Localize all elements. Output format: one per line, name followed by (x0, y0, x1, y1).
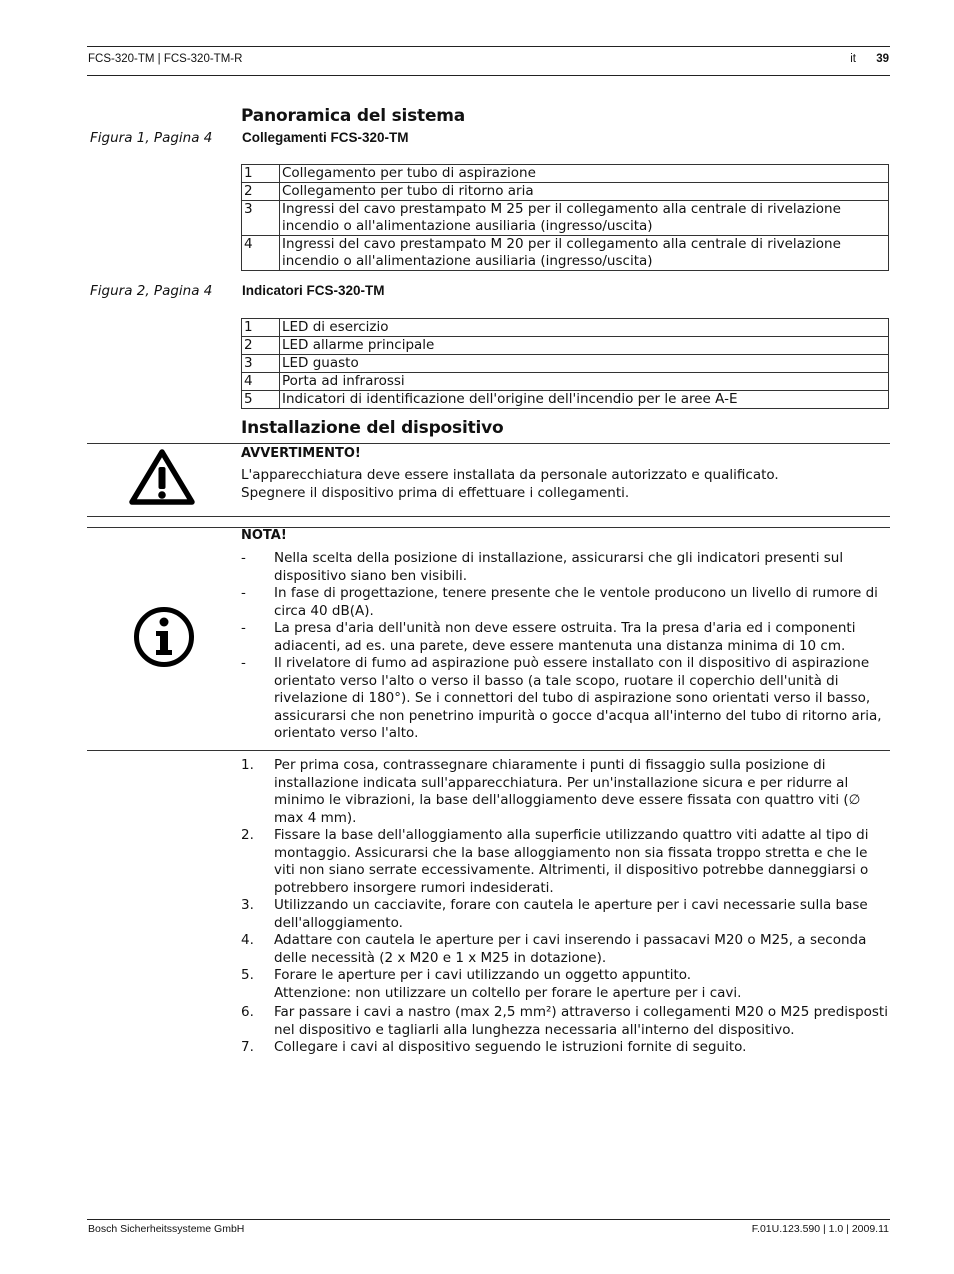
step-caution: Attenzione: non utilizzare un coltello per forare le aperture per i cavi. (274, 984, 742, 1001)
warning-triangle-icon (128, 448, 196, 506)
row-description: LED di esercizio (280, 319, 889, 337)
figure-1-reference: Figura 1, Pagina 4 (90, 130, 213, 146)
list-marker: - (241, 620, 246, 636)
table-row (242, 355, 889, 373)
section-title-installation: Installazione del dispositivo (241, 418, 504, 438)
page-header (87, 46, 890, 76)
row-description: Indicatori di identificazione dell'origine dell'incendio per le aree A-E (280, 391, 889, 409)
step-text: Per prima cosa, contrassegnare chiaramente i punti di fissaggio sulla posizione di installazione indicata sull'apparecchiatura. Per un'installazione sicura e per ridurre al minimo le vibrazioni, la base dell'alloggiamento deve essere fissata con quattro viti (∅ max 4 mm). (274, 757, 861, 826)
header-page-number: 39 (876, 53, 889, 65)
step-item (241, 897, 891, 932)
row-description: Collegamento per tubo di ritorno aria (280, 183, 889, 201)
figure-1-caption: Collegamenti FCS-320-TM (242, 130, 409, 145)
warning-text (241, 466, 891, 502)
step-number: 3. (241, 897, 254, 913)
list-text: Nella scelta della posizione di installazione, assicurarsi che gli indicatori presenti sul dispositivo siano ben visibili. (274, 550, 844, 584)
table-row (242, 236, 889, 271)
table-row (242, 391, 889, 409)
warning-bottom-rule (87, 516, 890, 517)
step-text: Far passare i cavi a nastro (max 2,5 mm²) attraverso i collegamenti M20 o M25 predisposti nel dispositivo e tagliarli alla lunghezza necessaria all'interno del dispositivo. (274, 1004, 888, 1038)
indicators-table (241, 318, 889, 409)
list-marker: - (241, 655, 246, 671)
row-number: 4 (242, 236, 280, 271)
row-number: 2 (242, 337, 280, 355)
table-row (242, 373, 889, 391)
step-item (241, 967, 891, 1002)
header-product: FCS-320-TM | FCS-320-TM-R (88, 53, 243, 65)
warning-line: Spegnere il dispositivo prima di effettuare i collegamenti. (241, 485, 630, 501)
note-title: NOTA! (241, 528, 287, 543)
step-item (241, 932, 891, 967)
list-marker: - (241, 550, 246, 566)
row-number: 5 (242, 391, 280, 409)
step-number: 1. (241, 757, 254, 773)
info-icon (133, 606, 195, 668)
figure-2-reference: Figura 2, Pagina 4 (90, 283, 213, 299)
connections-table (241, 164, 889, 271)
warning-title: AVVERTIMENTO! (241, 446, 361, 461)
step-text: Collegare i cavi al dispositivo seguendo le istruzioni fornite di seguito. (274, 1039, 747, 1055)
page-footer (87, 1219, 890, 1238)
list-item (241, 655, 891, 743)
step-item (241, 827, 891, 897)
step-item (241, 1004, 891, 1039)
list-marker: - (241, 585, 246, 601)
table-row (242, 337, 889, 355)
section-title-overview: Panoramica del sistema (241, 106, 466, 126)
list-item (241, 620, 891, 655)
installation-steps (241, 757, 891, 1057)
list-item (241, 550, 891, 585)
row-number: 3 (242, 201, 280, 236)
list-text: La presa d'aria dell'unità non deve essere ostruita. Tra la presa d'aria ed i componenti adiacenti, ad es. una parete, deve essere mantenuta una distanza minima di 10 cm. (274, 620, 856, 654)
step-number: 5. (241, 967, 254, 983)
figure-2-caption: Indicatori FCS-320-TM (242, 283, 385, 298)
footer-document-id: F.01U.123.590 | 1.0 | 2009.11 (751, 1223, 889, 1235)
step-number: 6. (241, 1004, 254, 1020)
step-text: Fissare la base dell'alloggiamento alla superficie utilizzando quattro viti adatte al tipo di montaggio. Assicurarsi che la base alloggiamento non sia fissata troppo stretta e che le viti non siano serrate eccessivamente. Altrimenti, il dispositivo potrebbe danneggiarsi o potrebbero insorgere rumori indesiderati. (274, 827, 869, 896)
footer-company: Bosch Sicherheitssysteme GmbH (88, 1223, 245, 1235)
table-row (242, 183, 889, 201)
row-number: 2 (242, 183, 280, 201)
note-list (241, 550, 891, 743)
list-text: In fase di progettazione, tenere presente che le ventole producono un livello di rumore di circa 40 dB(A). (274, 585, 878, 619)
table-row (242, 165, 889, 183)
step-item (241, 757, 891, 827)
row-description: Ingressi del cavo prestampato M 20 per il collegamento alla centrale di rivelazione incendio o all'alimentazione ausiliaria (ingresso/uscita) (280, 236, 889, 271)
header-language: it (850, 53, 856, 65)
row-description: Collegamento per tubo di aspirazione (280, 165, 889, 183)
step-text: Adattare con cautela le aperture per i cavi inserendo i passacavi M20 o M25, a seconda delle necessità (2 x M20 e 1 x M25 in dotazione). (274, 932, 867, 966)
row-number: 1 (242, 165, 280, 183)
note-top-rule (87, 527, 890, 528)
warning-line: L'apparecchiatura deve essere installata da personale autorizzato e qualificato. (241, 467, 779, 483)
row-number: 1 (242, 319, 280, 337)
step-number: 2. (241, 827, 254, 843)
table-row (242, 319, 889, 337)
step-item (241, 1039, 891, 1057)
row-description: Ingressi del cavo prestampato M 25 per il collegamento alla centrale di rivelazione incendio o all'alimentazione ausiliaria (ingresso/uscita) (280, 201, 889, 236)
warning-top-rule (87, 443, 890, 444)
row-description: Porta ad infrarossi (280, 373, 889, 391)
row-description: LED guasto (280, 355, 889, 373)
step-text: Forare le aperture per i cavi utilizzando un oggetto appuntito. (274, 967, 692, 983)
row-number: 3 (242, 355, 280, 373)
step-text: Utilizzando un cacciavite, forare con cautela le aperture per i cavi necessarie sulla base dell'alloggiamento. (274, 897, 868, 931)
row-number: 4 (242, 373, 280, 391)
table-row (242, 201, 889, 236)
note-bottom-rule (87, 750, 890, 751)
step-number: 4. (241, 932, 254, 948)
step-number: 7. (241, 1039, 254, 1055)
list-item (241, 585, 891, 620)
row-description: LED allarme principale (280, 337, 889, 355)
list-text: Il rivelatore di fumo ad aspirazione può essere installato con il dispositivo di aspirazione orientato verso l'alto o verso il basso (a tale scopo, ruotare il coperchio dell'unità di rivelazione di 180°). Se i connettori del tubo di aspirazione sono orientati verso il basso, assicurarsi che non penetrino impurità o gocce d'acqua all'interno del tubo di ritorno aria, orientato verso l'alto. (274, 655, 882, 741)
